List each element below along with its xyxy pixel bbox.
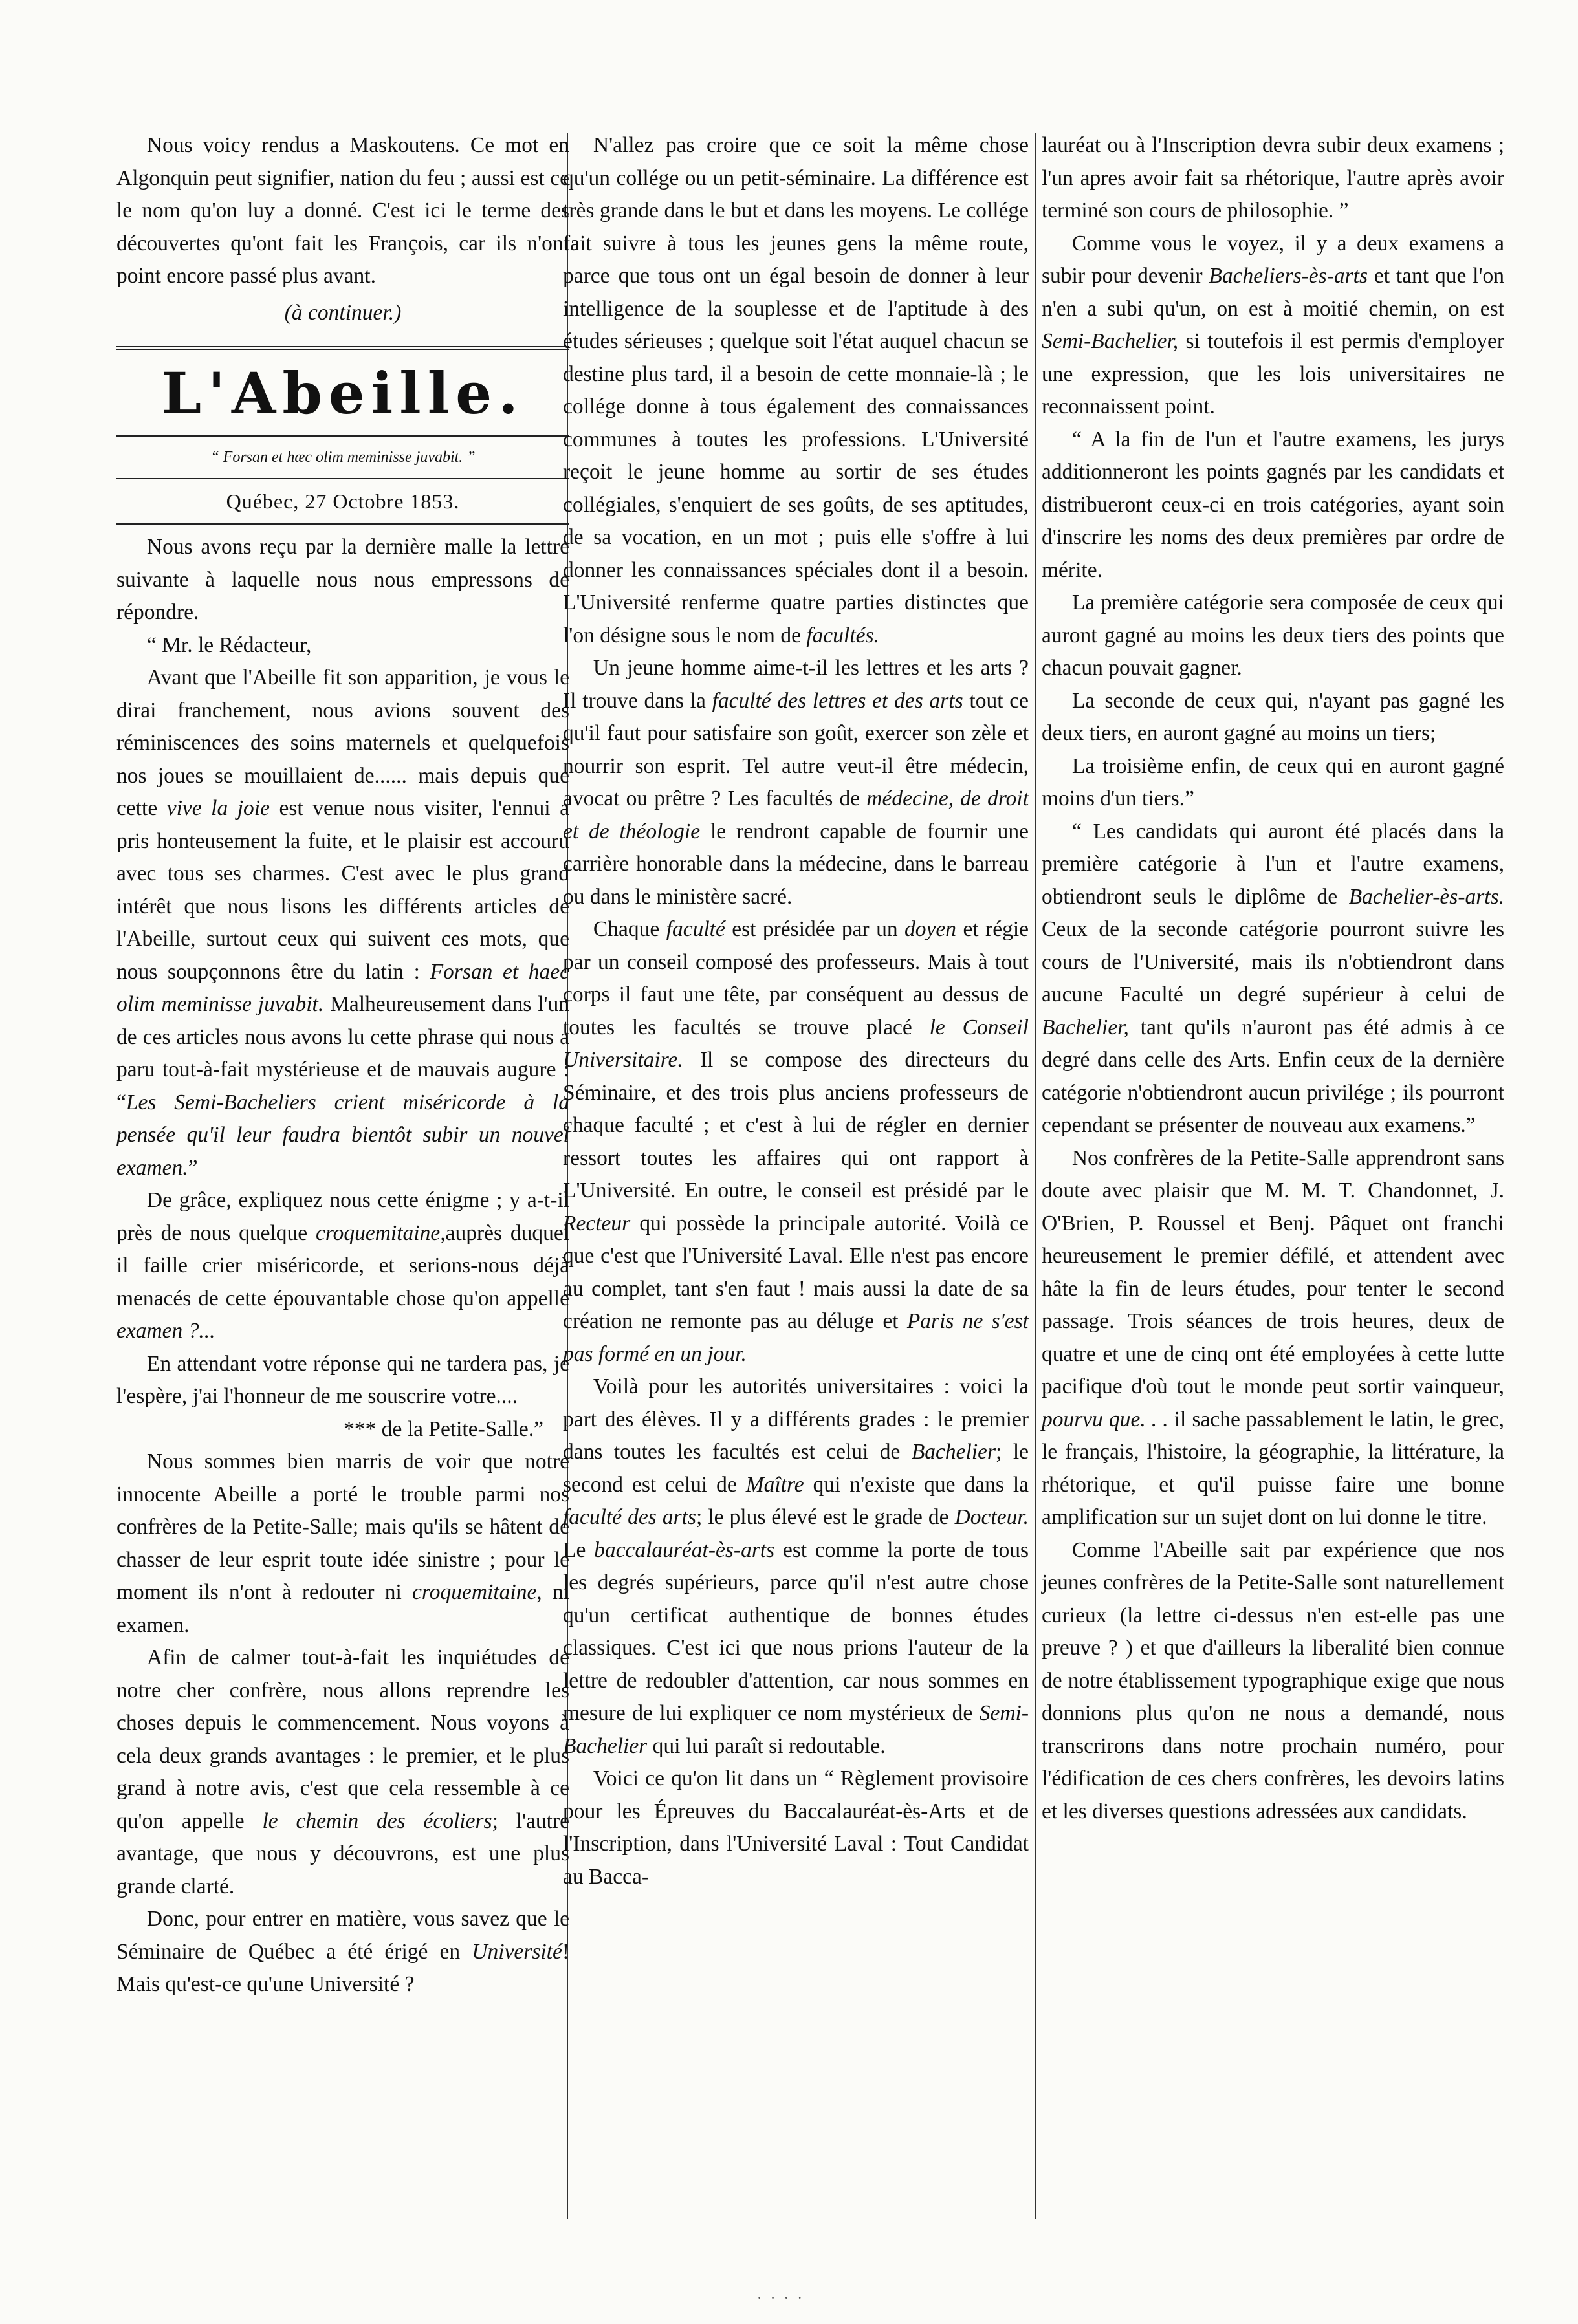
rule: [116, 435, 569, 437]
paragraph: lauréat ou à l'Inscription devra subir deux examens ; l'un apres avoir fait sa rhétorique, l'autre après avoir terminé son cours de philosophie. ”: [1042, 133, 1504, 223]
paragraph: De grâce, expliquez nous cette énigme ; y a-t-il près de nous quelque croquemitaine,auprès duquel il faille crier miséricorde, et serions-nous déjà menacés de cette épouvantable chose qu'on appelle examen ?...: [116, 1188, 569, 1343]
rule: [116, 478, 569, 479]
paragraph: “ Les candidats qui auront été placés dans la première catégorie à l'un et l'autre examens, obtiendront seuls le diplôme de Bachelier-ès-arts. Ceux de la seconde catégorie pourront suivre les cours de l'Université, mais ils n'obtiendront dans aucune Faculté un degré supérieur à celui de Bachelier, tant qu'ils n'auront pas été admis à ce degré dans celle des Arts. Enfin ceux de la dernière catégorie n'obtiendront aucun privilége ; ils pourront cependant se présenter de nouveau aux examens.”: [1042, 819, 1504, 1137]
continuation-note: (à continuer.): [284, 300, 402, 325]
paragraph: Voilà pour les autorités universitaires : voici la part des élèves. Il y a différents grades : le premier dans toutes les facultés est celui de Bachelier; le second est celui de Maître qui n'existe que dans la faculté des arts; le plus élevé est le grade de Docteur. Le baccalauréat-ès-arts est comme la porte de tous les degrés supérieurs, parce qu'il n'est autre chose qu'un certificat authentique de bonnes études classiques. C'est ici que nous prions l'auteur de la lettre de redoubler d'attention, car nous sommes en mesure de lui expliquer ce nom mystérieux de Semi-Bachelier qui lui paraît si redoutable.: [563, 1374, 1029, 1758]
column-1: [116, 129, 569, 2001]
column-3: [1042, 129, 1504, 1828]
page-footer-mark: · · · ·: [757, 2290, 805, 2306]
paragraph: Nos confrères de la Petite-Salle apprendront sans doute avec plaisir que M. M. T. Chandonnet, J. O'Brien, P. Roussel et Benj. Pâquet ont franchi heureusement le premier défilé, et attendent avec hâte la fin de leurs études, pour tenter le second passage. Trois séances de trois heures, deux de quatre et une de cinq ont été employées à cette lutte pacifique d'où tout le monde peut sortir vainqueur, pourvu que. . . il sache passablement le latin, le grec, le français, l'histoire, la géographie, la littérature, la rhétorique, et qu'il puisse faire une bonne amplification sur un sujet dont on lui donne le titre.: [1042, 1146, 1505, 1529]
paragraph: La troisième enfin, de ceux qui en auront gagné moins d'un tiers.”: [1042, 754, 1504, 810]
double-rule: [116, 346, 569, 350]
paragraph: Nous avons reçu par la dernière malle la lettre suivante à laquelle nous nous empressons de répondre.: [116, 535, 569, 624]
paragraph: Voici ce qu'on lit dans un “ Règlement provisoire pour les Épreuves du Baccalauréat-ès-Arts et de l'Inscription, dans l'Université Laval : Tout Candidat au Bacca-: [563, 1766, 1029, 1889]
paragraph: Comme l'Abeille sait par expérience que nos jeunes confrères de la Petite-Salle sont naturellement curieux (la lettre ci-dessus n'en est-elle pas une preuve ? ) et que d'ailleurs la liberalité bien connue de notre établissement typographique exige que nous donnions plus qu'on ne nous a demandé, nous transcrirons dans notre prochain numéro, pour l'édification de ces chers confrères, les devoirs latins et les diverses questions adressées aux candidats.: [1042, 1537, 1504, 1823]
paragraph: Comme vous le voyez, il y a deux examens a subir pour devenir Bacheliers-ès-arts et tant que l'on n'en a subi qu'un, on est à moitié chemin, on est Semi-Bachelier, si toutefois il est permis d'employer une expression, que les lois universitaires ne reconnaissent point.: [1042, 231, 1504, 418]
paragraph: En attendant votre réponse qui ne tardera pas, je l'espère, j'ai l'honneur de me souscrire votre....: [116, 1351, 569, 1408]
column-rule-2: [1035, 133, 1036, 2219]
masthead-motto: “ Forsan et hæc olim meminisse juvabit. ”: [210, 449, 476, 466]
paragraph: Avant que l'Abeille fit son apparition, je vous le dirai franchement, nous avions souvent des réminiscences des soins maternels et quelquefois nos joues se mouillaient de...... mais depuis que cette vive la joie est venue nous visiter, l'ennui a pris honteusement la fuite, et le plaisir est accouru avec tous ses charmes. C'est avec le plus grand intérêt que nous lisons les différents articles de l'Abeille, surtout ceux qui suivent ces mots, que nous soupçonnons être du latin : Forsan et haec olim meminisse juvabit. Malheureusement dans l'un de ces articles nous avons lu cette phrase qui nous a paru tout-à-fait mystérieuse et de mauvais augure : “Les Semi-Bacheliers crient miséricorde à la pensée qu'il leur faudra bientôt subir un nouvel examen.”: [116, 666, 570, 1180]
paragraph: La première catégorie sera composée de ceux qui auront gagné au moins les deux tiers des points que chacun pouvait gagner.: [1042, 591, 1504, 680]
letter-salutation: “ Mr. le Rédacteur,: [146, 633, 312, 657]
paragraph: Un jeune homme aime-t-il les lettres et les arts ? Il trouve dans la faculté des lettres et des arts tout ce qu'il faut pour satisfaire son goût, exercer son zèle et nourrir son esprit. Tel autre veut-il être médecin, avocat ou prêtre ? Les facultés de médecine, de droit et de théologie le rendront capable de fournir une carrière honorable dans la médecine, dans le barreau ou dans le ministère sacré.: [563, 656, 1029, 909]
paragraph: N'allez pas croire que ce soit la même chose qu'un collége ou un petit-séminaire. La différence est très grande dans le but et dans les moyens. Le collége fait suivre à tous les jeunes gens la même route, parce que tous ont un égal besoin de donner à leur intelligence de la souplesse et de l'aptitude à des études sérieuses ; quelque soit l'état auquel chacun se destine plus tard, il a besoin de cette monnaie-là ; le collége donne à tous également des connaissances communes à toutes les professions. L'Université reçoit le jeune homme au sortir de ses études collégiales, s'enquiert de ses goûts, de ses aptitudes, de sa vocation, en un mot ; puis elle s'offre à lui donner les connaissances spéciales dont il a besoin. L'Université renferme quatre parties distinctes que l'on désigne sous le nom de facultés.: [563, 133, 1029, 647]
paragraph: Nous voicy rendus a Maskoutens. Ce mot en Algonquin peut signifier, nation du feu ; aussi est ce le nom qu'on luy a donné. C'est ici le terme des découvertes qu'ont fait les François, car ils n'ont point encore passé plus avant.: [116, 133, 569, 288]
masthead-title: L'Abeille.: [161, 360, 525, 427]
paragraph: “ A la fin de l'un et l'autre examens, les jurys additionneront les points gagnés par les candidats et distribueront ceux-ci en trois catégories, ayant soin d'inscrire les noms des deux premières par ordre de mérite.: [1042, 427, 1504, 582]
paragraph: La seconde de ceux qui, n'ayant pas gagné les deux tiers, en auront gagné au moins un tiers;: [1042, 688, 1504, 745]
issue-date: Québec, 27 Octobre 1853.: [226, 490, 460, 513]
paragraph: Nous sommes bien marris de voir que notre innocente Abeille a porté le trouble parmi nos confrères de la Petite-Salle; mais qu'ils se hâtent de chasser de leur esprit toute idée sinistre ; pour le moment ils n'ont à redouter ni croquemitaine, ni examen.: [116, 1450, 569, 1637]
paragraph: Afin de calmer tout-à-fait les inquiétudes de notre cher confrère, nous allons reprendre les choses depuis le commencement. Nous voyons à cela deux grands avantages : le premier, et le plus grand à notre avis, c'est que cela ressemble à ce qu'on appelle le chemin des écoliers; l'autre avantage, que nous y découvrons, est une plus grande clarté.: [116, 1645, 569, 1898]
paragraph: Donc, pour entrer en matière, vous savez que le Séminaire de Québec a été érigé en Université! Mais qu'est-ce qu'une Université ?: [116, 1907, 570, 1996]
letter-signature: *** de la Petite-Salle.”: [344, 1417, 543, 1441]
column-2: [563, 129, 1029, 1893]
paragraph: Chaque faculté est présidée par un doyen et régie par un conseil composé des professeurs. Mais à tout corps il faut une tête, par conséquent au dessus de toutes les facultés se trouve placé le Conseil Universitaire. Il se compose des directeurs du Séminaire, et des trois plus anciens professeurs de chaque faculté ; et c'est à lui de régler en dernier ressort toutes les affaires qui ont rapport à L'Université. En outre, le conseil est présidé par le Recteur qui possède la principale autorité. Voilà ce que c'est que l'Université Laval. Elle n'est pas encore au complet, tant s'en faut ! mais aussi la date de sa création ne remonte pas au déluge et Paris ne s'est pas formé en un jour.: [563, 917, 1029, 1366]
rule: [116, 523, 569, 525]
